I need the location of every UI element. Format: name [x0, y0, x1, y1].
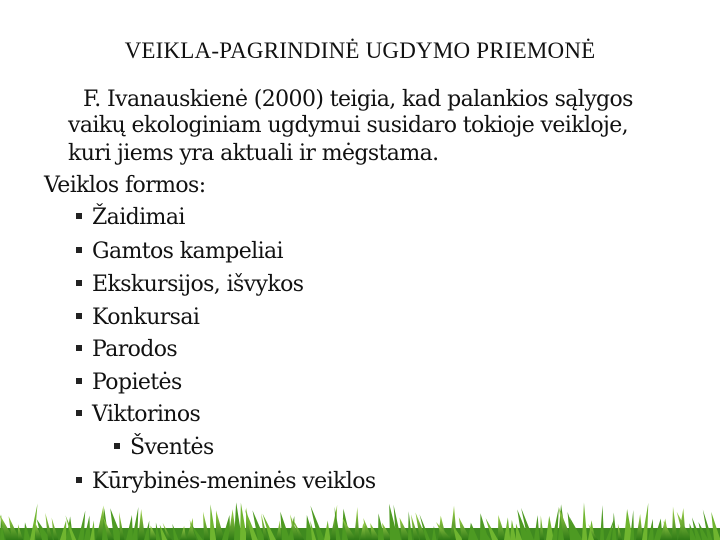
grass-blade: [534, 515, 540, 540]
grass-blade: [132, 507, 138, 540]
list-item-label: Konkursai: [92, 305, 200, 330]
list-item: [76, 236, 283, 268]
grass-border: [0, 500, 720, 540]
square-bullet-icon: [76, 345, 82, 351]
grass-blade: [672, 506, 677, 540]
paragraph-line-2: vaikų ekologiniam ugdymui susidaro tokioje veikloje,: [68, 113, 629, 138]
square-bullet-icon: [76, 313, 82, 319]
grass-blade: [126, 515, 133, 540]
grass-blade: [636, 514, 643, 540]
list-item: [76, 269, 303, 301]
square-bullet-icon: [76, 410, 82, 416]
grass-blade: [280, 512, 290, 540]
list-item: [114, 432, 214, 464]
list-item-label: Popietės: [92, 370, 182, 395]
list-item-label: Ekskursijos, išvykos: [92, 272, 304, 297]
list-item: [76, 202, 185, 234]
grass-blade: [119, 512, 124, 540]
list-item-label: Kūrybinės-meninės veiklos: [92, 469, 376, 494]
list-item-label: Parodos: [92, 337, 178, 362]
grass-blade: [216, 510, 225, 540]
list-item-label: Šventės: [130, 435, 214, 460]
grass-blade: [203, 512, 210, 540]
grass-blade: [546, 516, 554, 540]
forms-heading: Veiklos formos:: [44, 173, 206, 198]
paragraph-line-3: kuri jiems yra aktuali ir mėgstama.: [68, 141, 439, 166]
square-bullet-icon: [114, 443, 120, 449]
grass-blade: [630, 510, 634, 540]
grass-blade: [354, 507, 359, 540]
grass-blade: [210, 504, 216, 540]
list-item: [76, 399, 200, 431]
list-item: [76, 302, 199, 334]
list-item: [76, 367, 182, 399]
grass-blade: [582, 503, 587, 540]
grass-blade: [540, 515, 544, 540]
grass-blade: [408, 511, 412, 540]
grass-blade: [612, 512, 617, 540]
paragraph-line-1: F. Ivanauskienė (2000) teigia, kad palankios sąlygos: [83, 87, 633, 112]
square-bullet-icon: [76, 477, 82, 483]
square-bullet-icon: [76, 247, 82, 253]
square-bullet-icon: [76, 213, 82, 219]
list-item-label: Gamtos kampeliai: [92, 239, 283, 264]
grass-blade: [84, 515, 90, 540]
list-item: [76, 466, 376, 498]
list-item-label: Viktorinos: [92, 402, 201, 427]
list-item: [76, 334, 177, 366]
grass-blade: [600, 505, 604, 540]
square-bullet-icon: [76, 378, 82, 384]
slide-title: VEIKLA-PAGRINDINĖ UGDYMO PRIEMONĖ: [124, 38, 596, 63]
square-bullet-icon: [76, 280, 82, 286]
grass-blade: [138, 509, 145, 540]
list-item-label: Žaidimai: [92, 205, 185, 230]
